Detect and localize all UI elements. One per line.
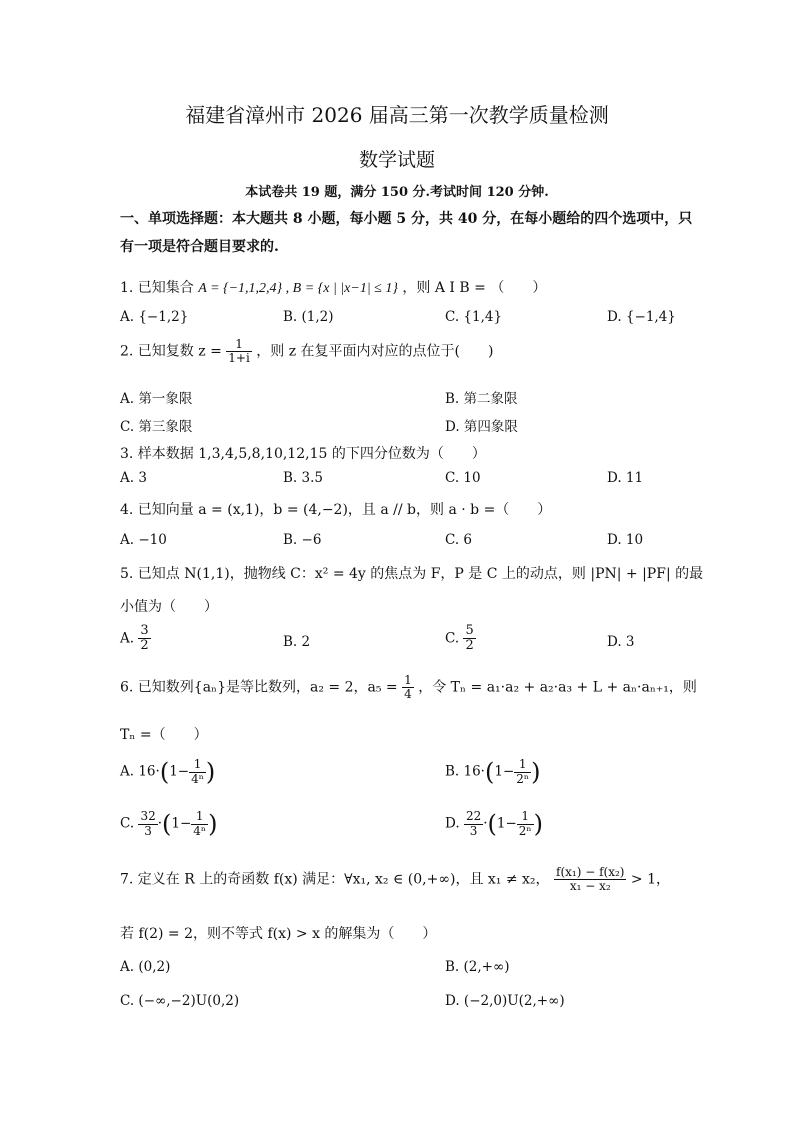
- question-3-option-c: C. 10: [445, 470, 481, 486]
- page-subtitle: 数学试题: [358, 149, 435, 171]
- question-2-prefix: 2. 已知复数 z =: [120, 343, 222, 360]
- section-heading-line2: 有一项是符合题目要求的.: [120, 239, 279, 255]
- question-6-option-b-label: B. 16·: [445, 763, 485, 780]
- question-6-option-a-one-minus: 1−: [169, 763, 190, 780]
- question-5-option-b: B. 2: [283, 634, 311, 650]
- question-6-option-d-coef-denominator: 3: [469, 823, 478, 838]
- question-5-option-a-fraction: [138, 624, 150, 654]
- question-3-option-b: B. 3.5: [283, 470, 323, 486]
- left-paren: (: [159, 758, 170, 786]
- question-6-line2: Tₙ =（ ）: [120, 727, 208, 743]
- question-6-option-d-label: D.: [445, 815, 460, 832]
- question-6-option-c-fraction: [191, 810, 208, 837]
- question-4-option-a: A. −10: [120, 532, 167, 548]
- question-2-option-b: B. 第二象限: [445, 391, 518, 407]
- question-6-option-b-denominator: 2ⁿ: [516, 771, 530, 786]
- question-5-option-c-fraction: [463, 624, 475, 654]
- question-6-option-d-denominator: 2ⁿ: [518, 823, 532, 838]
- question-7-prefix: 7. 定义在 R 上的奇函数 f(x) 满足：∀x₁, x₂ ∈ (0,+∞)，且 x₁ ≠ x₂，: [120, 871, 550, 888]
- question-3-option-d: D. 11: [607, 470, 644, 486]
- question-1: [120, 277, 546, 297]
- question-2-option-a: A. 第一象限: [120, 391, 193, 407]
- question-6-option-c-coefficient: [138, 810, 157, 837]
- question-6-option-c-numerator: 1: [191, 810, 208, 824]
- left-paren: (: [487, 810, 497, 838]
- question-6-option-d: D. $\frac{22}{3}$ ·(1− $\frac{1}{\text{2ⁿ}}$ ): [445, 809, 543, 838]
- question-7: [120, 866, 670, 893]
- question-6-option-c-label: C.: [120, 815, 135, 832]
- right-paren: ): [208, 810, 218, 838]
- question-2: [120, 338, 493, 365]
- question-5-option-a-numerator: 3: [140, 623, 149, 638]
- question-2-denominator: 1+i: [228, 351, 250, 366]
- question-6-a5-numerator: 1: [404, 673, 412, 687]
- right-paren: ): [531, 758, 541, 786]
- question-7-option-b: B. (2,+∞): [445, 959, 510, 975]
- question-5-option-c-denominator: 2: [465, 638, 474, 654]
- question-6-option-c-coef-denominator: 3: [144, 823, 152, 838]
- question-6-option-a-denominator: 4ⁿ: [191, 771, 204, 786]
- question-6-prefix: 6. 已知数列{aₙ}是等比数列，a₂ = 2，a₅ =: [120, 679, 398, 696]
- question-6-option-c: C. $\frac{32}{3}$ ·(1− $\frac{1}{\text{4ⁿ}}$ ): [120, 809, 218, 838]
- question-5-option-a-label: A.: [120, 630, 135, 647]
- question-7-suffix: > 1，: [630, 871, 671, 888]
- question-6-option-d-coefficient: [464, 810, 483, 837]
- question-6-option-c-coef-numerator: 32: [140, 809, 156, 824]
- question-1-prefix: 1. 已知集合: [120, 280, 194, 296]
- question-5-line1: 5. 已知点 N(1,1)，抛物线 C：x² = 4y 的焦点为 F，P 是 C 上的动点，则 |PN| + |PF| 的最: [120, 566, 704, 582]
- exam-note: 本试卷共 19 题，满分 150 分.考试时间 120 分钟.: [245, 185, 549, 200]
- question-4-option-b: B. −6: [283, 532, 322, 548]
- question-5-option-a: [120, 624, 151, 654]
- question-1-suffix: ，则 A I B = （ ）: [402, 280, 547, 296]
- question-7-numerator: f(x₁) − f(x₂): [556, 865, 625, 879]
- question-2-suffix: ，则 z 在复平面内对应的点位于( ): [256, 343, 494, 360]
- question-1-option-c: C. {1,4}: [445, 309, 503, 325]
- question-6-option-a-numerator: 1: [189, 758, 206, 772]
- question-4: 4. 已知向量 a = (x,1)，b = (4,−2)，且 a // b，则 a · b =（ ）: [120, 502, 552, 518]
- question-1-sets: A = {−1,1,2,4} , B = {x | |x−1| ≤ 1}: [198, 281, 398, 296]
- question-6-suffix: ，令 Tₙ = a₁·a₂ + a₂·a₃ + L + aₙ·aₙ₊₁，则: [418, 679, 697, 696]
- question-6-option-d-fraction: [517, 810, 534, 837]
- question-5-option-a-denominator: 2: [140, 638, 149, 654]
- question-6-option-b-fraction: [514, 758, 531, 785]
- question-4-option-d: D. 10: [607, 532, 644, 548]
- question-7-line2: 若 f(2) = 2，则不等式 f(x) > x 的解集为（ ）: [120, 926, 437, 942]
- question-6-option-d-coef-numerator: 22: [465, 809, 482, 824]
- question-1-option-a: A. {−1,2}: [120, 309, 189, 325]
- question-2-fraction: [226, 338, 252, 365]
- question-7-fraction: [554, 866, 626, 893]
- right-paren: ): [205, 758, 216, 786]
- question-6-a5-fraction: [402, 674, 414, 701]
- question-1-option-d: D. {−1,4}: [607, 309, 676, 325]
- question-6-a5-denominator: 4: [404, 687, 412, 702]
- question-6-option-c-one-minus: 1−: [171, 815, 192, 832]
- question-7-option-d: D. (−2,0)U(2,+∞): [445, 993, 565, 1009]
- question-3-option-a: A. 3: [120, 470, 147, 486]
- question-5-option-c: [445, 624, 476, 654]
- left-paren: (: [162, 810, 172, 838]
- question-2-numerator: 1: [226, 338, 252, 352]
- question-2-option-d: D. 第四象限: [445, 419, 518, 435]
- question-1-option-b: B. (1,2): [283, 309, 334, 325]
- question-5-option-c-numerator: 5: [465, 623, 474, 638]
- question-4-option-c: C. 6: [445, 532, 473, 548]
- question-6-option-d-numerator: 1: [517, 810, 534, 824]
- question-6-option-a-fraction: [189, 758, 206, 785]
- question-7-option-c: C. (−∞,−2)U(0,2): [120, 993, 240, 1009]
- question-6: [120, 674, 697, 701]
- question-5-line2: 小值为（ ）: [120, 599, 218, 615]
- page-title: 福建省漳州市 2026 届高三第一次教学质量检测: [185, 103, 609, 127]
- question-5-option-c-label: C.: [445, 630, 460, 647]
- right-paren: ): [533, 810, 543, 838]
- question-5-option-d: D. 3: [607, 634, 635, 650]
- left-paren: (: [484, 758, 495, 786]
- question-6-option-a-label: A. 16·: [120, 763, 160, 780]
- question-2-option-c: C. 第三象限: [120, 419, 193, 435]
- question-3: 3. 样本数据 1,3,4,5,8,10,12,15 的下四分位数为（ ）: [120, 446, 486, 462]
- question-6-option-b-numerator: 1: [514, 758, 531, 772]
- question-7-denominator: x₁ − x₂: [569, 879, 611, 894]
- section-heading-line1: 一、单项选择题：本大题共 8 小题，每小题 5 分，共 40 分，在每小题给的四个选项中，只: [120, 211, 693, 227]
- question-6-option-b-one-minus: 1−: [494, 763, 515, 780]
- question-7-option-a: A. (0,2): [120, 959, 171, 975]
- question-6-option-c-denominator: 4ⁿ: [193, 823, 207, 838]
- question-6-option-b: [445, 758, 540, 786]
- question-6-option-d-one-minus: 1−: [496, 815, 517, 832]
- question-6-option-a: [120, 758, 215, 786]
